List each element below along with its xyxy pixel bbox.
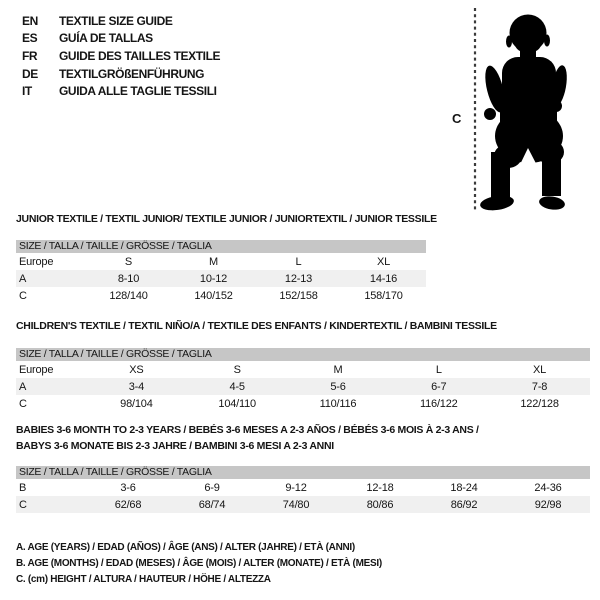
- language-code: ES: [22, 31, 38, 46]
- table-cell: XL: [376, 255, 391, 268]
- table-cell: 122/128: [520, 397, 559, 410]
- table-cell: 92/98: [534, 498, 562, 511]
- row-label: B: [19, 481, 27, 494]
- language-row: [22, 30, 220, 48]
- table-cell: 7-8: [531, 380, 548, 393]
- table-row: [16, 479, 590, 496]
- section-title: CHILDREN'S TEXTILE / TEXTIL NIÑO/A / TEXTILE DES ENFANTS / KINDERTEXTIL / BAMBINI TESSILE: [16, 320, 497, 332]
- row-label: Europe: [19, 255, 54, 268]
- language-code: IT: [22, 84, 32, 99]
- table-cell: 9-12: [285, 481, 307, 494]
- table-cell: 8-10: [117, 272, 140, 285]
- language-code: DE: [22, 66, 38, 81]
- language-code: FR: [22, 48, 38, 63]
- section-title: BABIES 3-6 MONTH TO 2-3 YEARS / BEBÉS 3-6 MESES A 2-3 AÑOS / BÉBÉS 3-6 MOIS À 2-3 ANS /: [16, 424, 479, 436]
- size-header-bar: SIZE / TALLA / TAILLE / GRÖSSE / TAGLIA: [16, 466, 590, 479]
- row-label: C: [19, 498, 27, 511]
- legend-line: B. AGE (MONTHS) / EDAD (MESES) / ÂGE (MOIS) / ALTER (MONATE) / ETÀ (MESI): [16, 558, 382, 569]
- table-cell: 74/80: [282, 498, 310, 511]
- language-label: GUIDA ALLE TAGLIE TESSILI: [59, 84, 217, 99]
- section-childrens-textile: [16, 318, 590, 412]
- figure-label-c: C: [452, 111, 462, 126]
- table-cell: 110/116: [319, 397, 357, 410]
- row-label: A: [19, 272, 27, 285]
- babies-size-table: [16, 466, 590, 513]
- table-row: [16, 270, 426, 287]
- table-cell: 86/92: [450, 498, 478, 511]
- language-row: [22, 65, 220, 83]
- table-cell: 5-6: [330, 380, 346, 393]
- language-list: [22, 12, 220, 100]
- baby-figure: [450, 4, 592, 216]
- table-cell: 6-9: [204, 481, 220, 494]
- table-cell: 116/122: [420, 397, 458, 410]
- table-cell: 152/158: [279, 289, 318, 302]
- language-row: [22, 12, 220, 30]
- children-size-table: [16, 348, 590, 412]
- language-label: TEXTILE SIZE GUIDE: [59, 13, 173, 28]
- table-row: [16, 361, 590, 378]
- language-label: GUÍA DE TALLAS: [59, 31, 153, 46]
- table-cell: 18-24: [450, 481, 478, 494]
- table-row: [16, 253, 426, 270]
- section-junior-textile: [16, 211, 437, 304]
- row-label: C: [19, 397, 27, 410]
- table-cell: 104/110: [218, 397, 256, 410]
- table-cell: M: [333, 363, 343, 376]
- junior-size-table: [16, 240, 426, 304]
- table-cell: 24-36: [534, 481, 562, 494]
- table-cell: 98/104: [120, 397, 153, 410]
- table-cell: 14-16: [369, 272, 398, 285]
- table-cell: 68/74: [198, 498, 226, 511]
- table-cell: M: [209, 255, 218, 268]
- section-title-line2: BABYS 3-6 MONATE BIS 2-3 JAHRE / BAMBINI 3-6 MESI A 2-3 ANNI: [16, 440, 334, 452]
- table-cell: 3-6: [120, 481, 136, 494]
- section-title: JUNIOR TEXTILE / TEXTIL JUNIOR/ TEXTILE JUNIOR / JUNIORTEXTIL / JUNIOR TESSILE: [16, 213, 437, 225]
- table-cell: 80/86: [366, 498, 394, 511]
- table-cell: 10-12: [199, 272, 228, 285]
- table-cell: 140/152: [194, 289, 233, 302]
- table-cell: XS: [129, 363, 144, 376]
- measure-legend: [16, 540, 382, 588]
- size-header-bar: SIZE / TALLA / TAILLE / GRÖSSE / TAGLIA: [16, 348, 590, 361]
- language-label: GUIDE DES TAILLES TEXTILE: [59, 48, 221, 63]
- table-cell: 4-5: [229, 380, 245, 393]
- legend-line: A. AGE (YEARS) / EDAD (AÑOS) / ÂGE (ANS) / ALTER (JAHRE) / ETÀ (ANNI): [16, 542, 355, 553]
- language-row: [22, 47, 220, 65]
- table-cell: 62/68: [114, 498, 142, 511]
- row-label: C: [19, 289, 27, 302]
- table-cell: 158/170: [364, 289, 403, 302]
- row-label: Europe: [19, 363, 54, 376]
- table-cell: 3-4: [128, 380, 145, 393]
- table-row: [16, 395, 590, 412]
- row-label: A: [19, 380, 27, 393]
- table-cell: L: [435, 363, 442, 376]
- size-header-bar: SIZE / TALLA / TAILLE / GRÖSSE / TAGLIA: [16, 240, 426, 253]
- baby-silhouette-graphic: [450, 4, 592, 216]
- table-cell: XL: [533, 363, 547, 376]
- table-cell: 12-18: [366, 481, 394, 494]
- table-row: [16, 287, 426, 304]
- table-row: [16, 496, 590, 513]
- language-label: TEXTILGRÖßENFÜHRUNG: [59, 66, 205, 81]
- table-cell: L: [295, 255, 302, 268]
- section-babies-textile: [16, 422, 590, 513]
- table-cell: S: [233, 363, 241, 376]
- table-row: [16, 378, 590, 395]
- table-cell: S: [124, 255, 133, 268]
- language-code: EN: [22, 13, 38, 28]
- table-cell: 6-7: [431, 380, 447, 393]
- legend-line: C. (cm) HEIGHT / ALTURA / HAUTEUR / HÖHE / ALTEZZA: [16, 574, 271, 585]
- language-row: [22, 82, 220, 100]
- table-cell: 128/140: [109, 289, 148, 302]
- baby-silhouette: [479, 15, 569, 213]
- table-cell: 12-13: [284, 272, 313, 285]
